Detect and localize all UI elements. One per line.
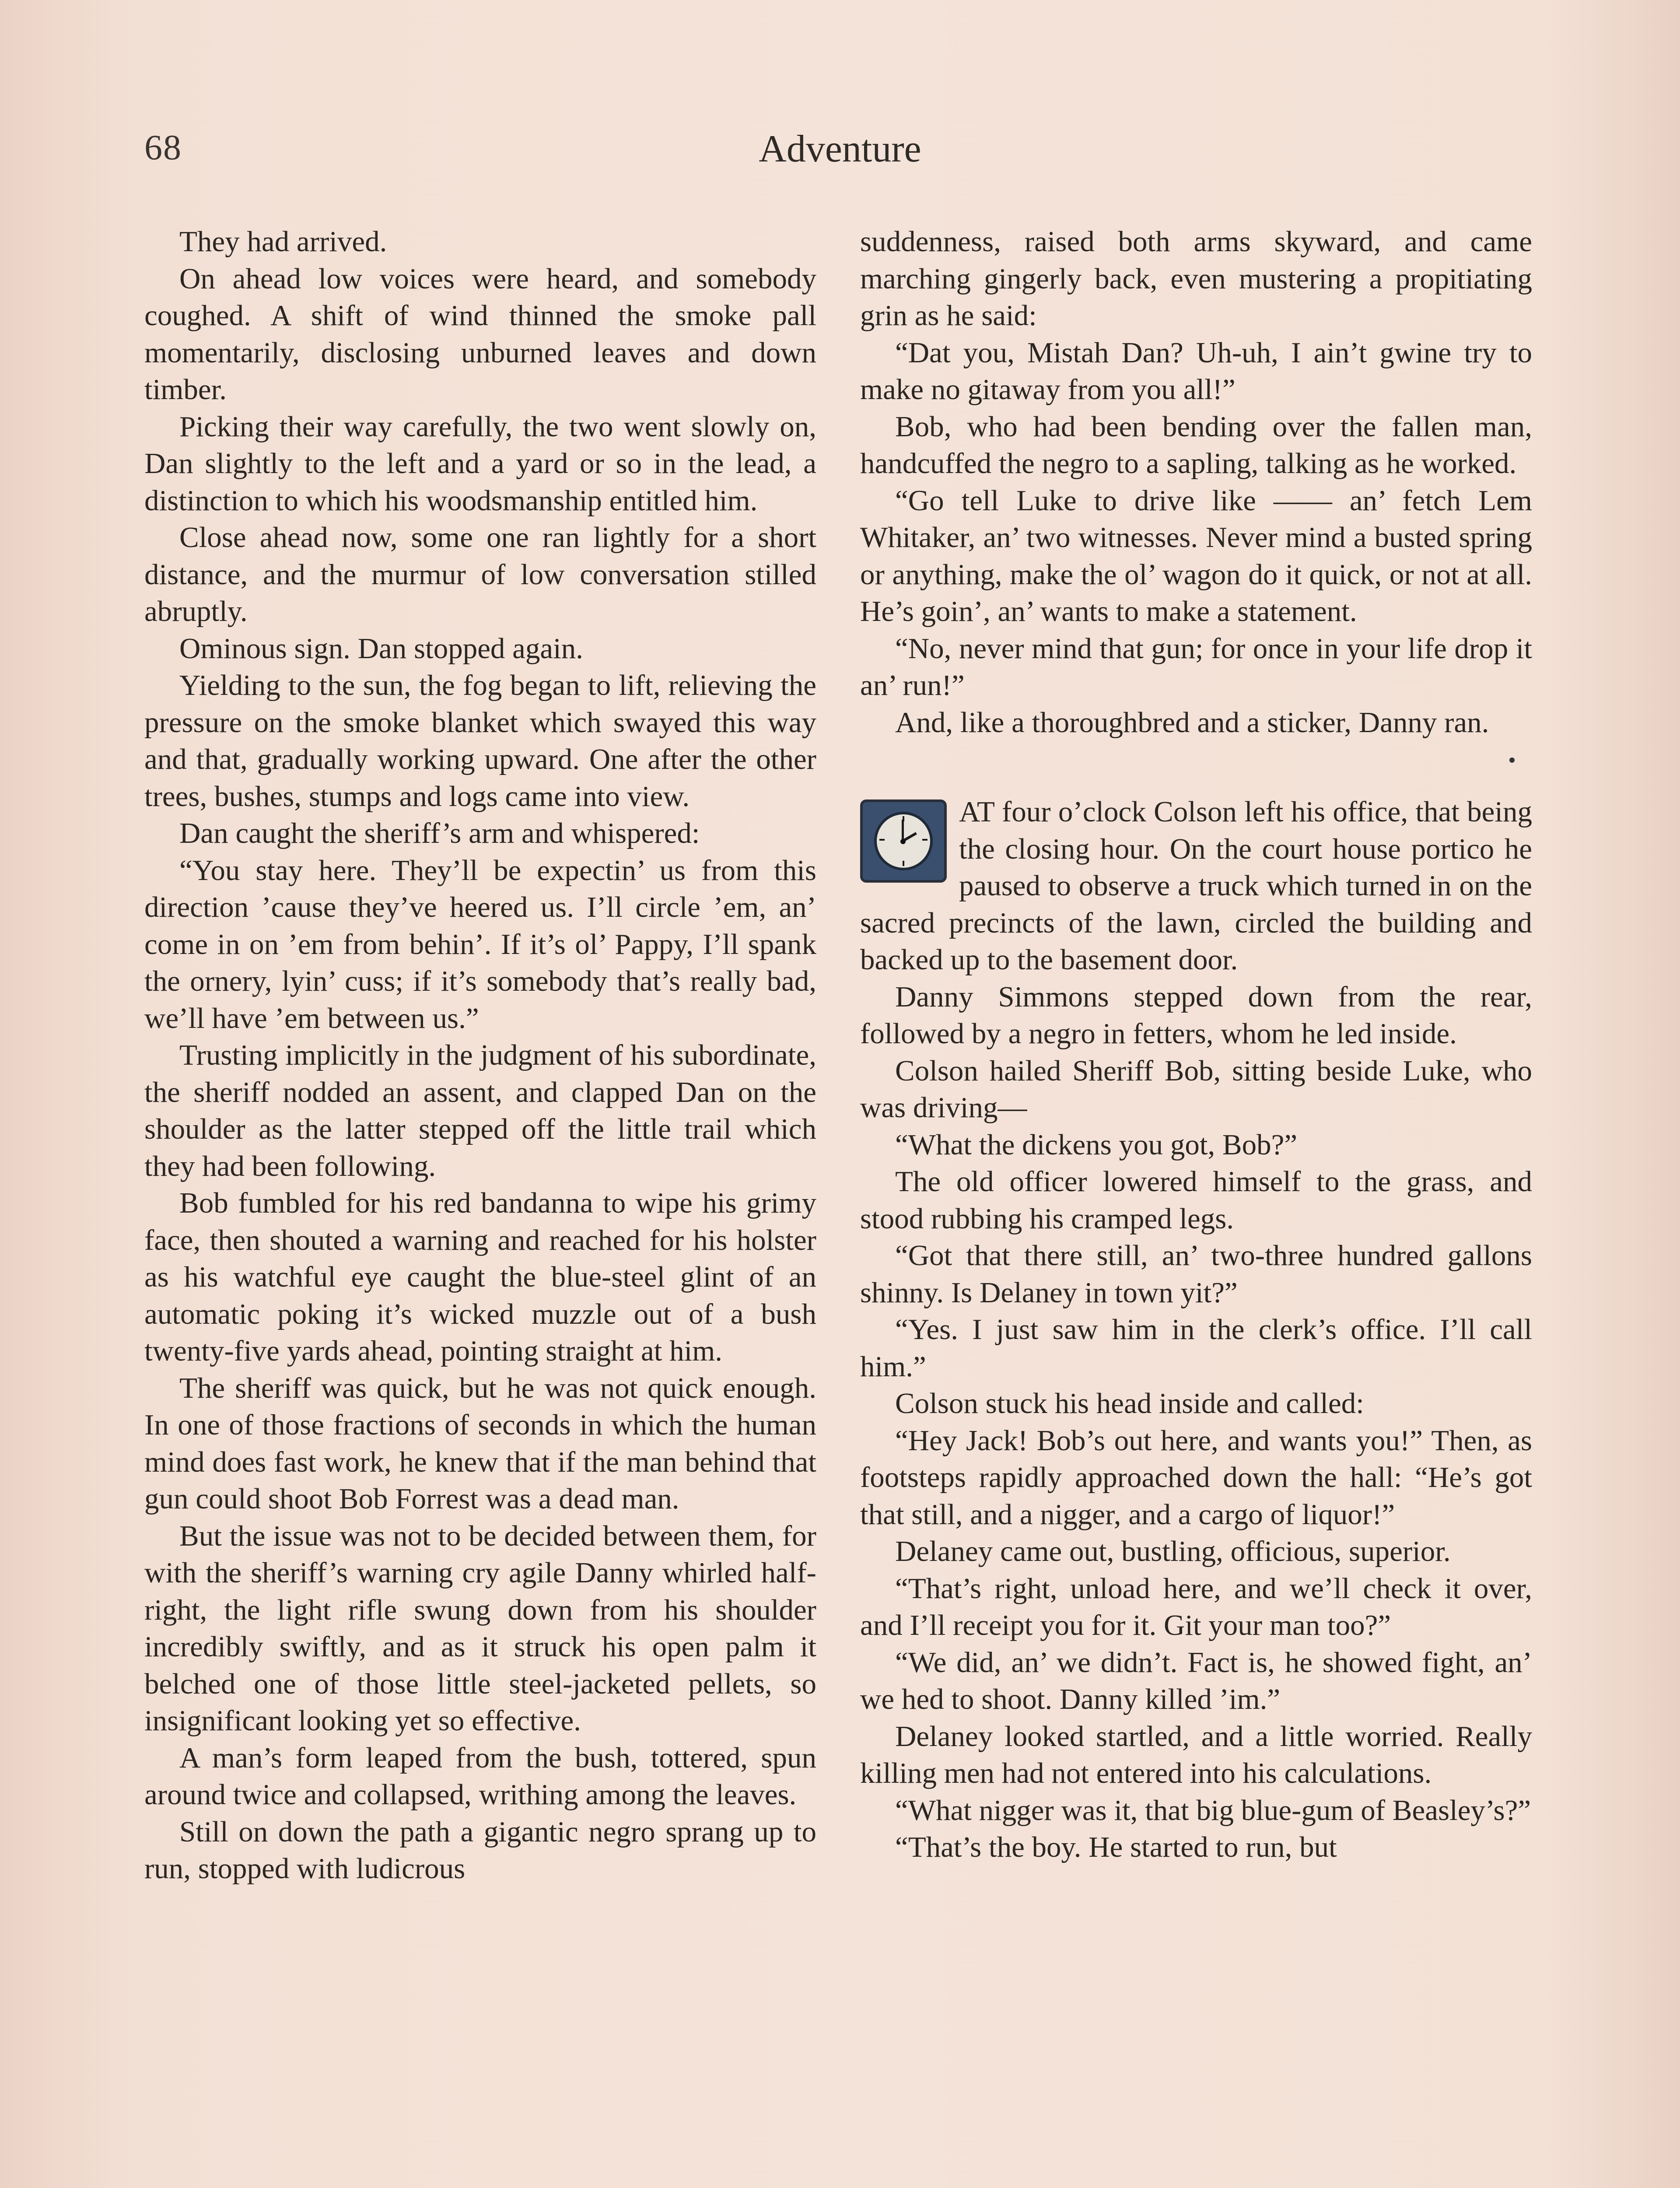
clock-face xyxy=(874,812,933,870)
paragraph: Bob fumbled for his red bandanna to wipe his grimy face, then shouted a warning and reached for his holster as his watchful eye caught the blue-steel glint of an automatic poking it’s wicked muzzle out of a bush twenty-five yards ahead, pointing straight at him. xyxy=(144,1187,816,1367)
paragraph: Ominous sign. Dan stopped again. xyxy=(179,632,584,665)
paragraph: “Got that there still, an’ two-three hundred gallons shinny. Is Delaney in town yit?” xyxy=(860,1239,1532,1309)
paragraph: And, like a thoroughbred and a sticker, Danny ran. xyxy=(895,706,1489,739)
paragraph: Bob, who had been bending over the fallen man, handcuffed the negro to a sapling, talking as he worked. xyxy=(860,410,1532,480)
paragraph: Delaney looked startled, and a little worried. Really killing men had not entered into his calculations. xyxy=(860,1720,1532,1789)
running-title: Adventure xyxy=(759,128,921,170)
paragraph: Danny Simmons stepped down from the rear, followed by a negro in fetters, whom he led inside. xyxy=(860,980,1532,1050)
paragraph: “Dat you, Mistah Dan? Uh-uh, I ain’t gwine try to make no gitaway from you all!” xyxy=(860,336,1532,406)
paragraph: Dan caught the sheriff’s arm and whispered: xyxy=(179,817,700,849)
paragraph: The sheriff was quick, but he was not quick enough. In one of those fractions of seconds in which the human mind does fast work, he knew that if the man behind that gun could shoot Bob Forrest was a dead man. xyxy=(144,1371,816,1515)
right-column xyxy=(860,223,1532,1866)
section-break xyxy=(860,741,1532,793)
paragraph: “We did, an’ we didn’t. Fact is, he showed fight, an’ we hed to shoot. Danny killed ’im.” xyxy=(860,1646,1532,1715)
paragraph: “What nigger was it, that big blue-gum of Beasley’s?” xyxy=(895,1794,1531,1827)
section-dot xyxy=(1509,757,1515,763)
clock-icon xyxy=(860,799,947,883)
paragraph: They had arrived. xyxy=(179,225,387,258)
paragraph: But the issue was not to be decided between them, for with the sheriff’s warning cry agile Danny whirled half-right, the light rifle swung down from his shoulder incredibly swiftly, and as it struck his open palm it belched one of those little steel-jacketed pellets, so insignificant looking yet so effective. xyxy=(144,1519,816,1737)
paragraph: Colson hailed Sheriff Bob, sitting beside Luke, who was driving— xyxy=(860,1054,1532,1124)
paragraph: Yielding to the sun, the fog began to lift, relieving the pressure on the smoke blanket which swayed this way and that, gradually working upward. One after the other trees, bushes, stumps and logs came into view. xyxy=(144,669,816,813)
paragraph: The old officer lowered himself to the grass, and stood rubbing his cramped legs. xyxy=(860,1165,1532,1235)
paragraph: “That’s right, unload here, and we’ll check it over, and I’ll receipt you for it. Git your man too?” xyxy=(860,1572,1532,1641)
paragraph: On ahead low voices were heard, and somebody coughed. A shift of wind thinned the smoke pall momentarily, disclosing unburned leaves and down timber. xyxy=(144,262,816,406)
section-opening-paragraph: AT four o’clock Colson left his office, that being the closing hour. On the court house portico he paused to observe a truck which turned in on the sacred precincts of the lawn, circled the building and backed up to the basement door. xyxy=(860,796,1532,976)
paragraph-continuation: suddenness, raised both arms skyward, and came marching gingerly back, even mustering a propitiating grin as he said: xyxy=(860,225,1532,332)
paragraph: Still on down the path a gigantic negro sprang up to run, stopped with ludicrous xyxy=(144,1815,816,1885)
paragraph: Close ahead now, some one ran lightly for a short distance, and the murmur of low conversation stilled abruptly. xyxy=(144,521,816,628)
paragraph: “Go tell Luke to drive like —— an’ fetch Lem Whitaker, an’ two witnesses. Never mind a busted spring or anything, make the ol’ wagon do it quick, or not at all. He’s goin’, an’ wants to make a statement. xyxy=(860,484,1532,628)
paragraph: “What the dickens you got, Bob?” xyxy=(895,1128,1298,1161)
paragraph: A man’s form leaped from the bush, tottered, spun around twice and collapsed, writhing among the leaves. xyxy=(144,1741,816,1811)
paragraph: “That’s the boy. He started to run, but xyxy=(895,1831,1337,1863)
section-opening xyxy=(860,793,1532,978)
paragraph: “No, never mind that gun; for once in your life drop it an’ run!” xyxy=(860,632,1532,701)
paragraph: Colson stuck his head inside and called: xyxy=(895,1387,1364,1420)
paragraph: Picking their way carefully, the two went slowly on, Dan slightly to the left and a yard or so in the lead, a distinction to which his woodsmanship entitled him. xyxy=(144,410,816,517)
paragraph: “Hey Jack! Bob’s out here, and wants you!” Then, as footsteps rapidly approached down the hall: “He’s got that still, and a nigger, and a cargo of liquor!” xyxy=(860,1424,1532,1531)
paragraph: Delaney came out, bustling, officious, superior. xyxy=(895,1535,1451,1567)
paragraph: Trusting implicitly in the judgment of his subordinate, the sheriff nodded an assent, and clapped Dan on the shoulder as the latter stepped off the little trail which they had been following. xyxy=(144,1039,816,1182)
paragraph: “Yes. I just saw him in the clerk’s office. I’ll call him.” xyxy=(860,1313,1532,1383)
page-number: 68 xyxy=(144,127,182,167)
left-column xyxy=(144,223,816,1887)
page-header xyxy=(144,127,1536,188)
paragraph: “You stay here. They’ll be expectin’ us from this direction ’cause they’ve heered us. I’ll circle ’em, an’ come in on ’em from behin’. If it’s ol’ Pappy, I’ll spank the ornery, lyin’ cuss; if it’s somebody that’s really bad, we’ll have ’em between us.” xyxy=(144,854,816,1034)
